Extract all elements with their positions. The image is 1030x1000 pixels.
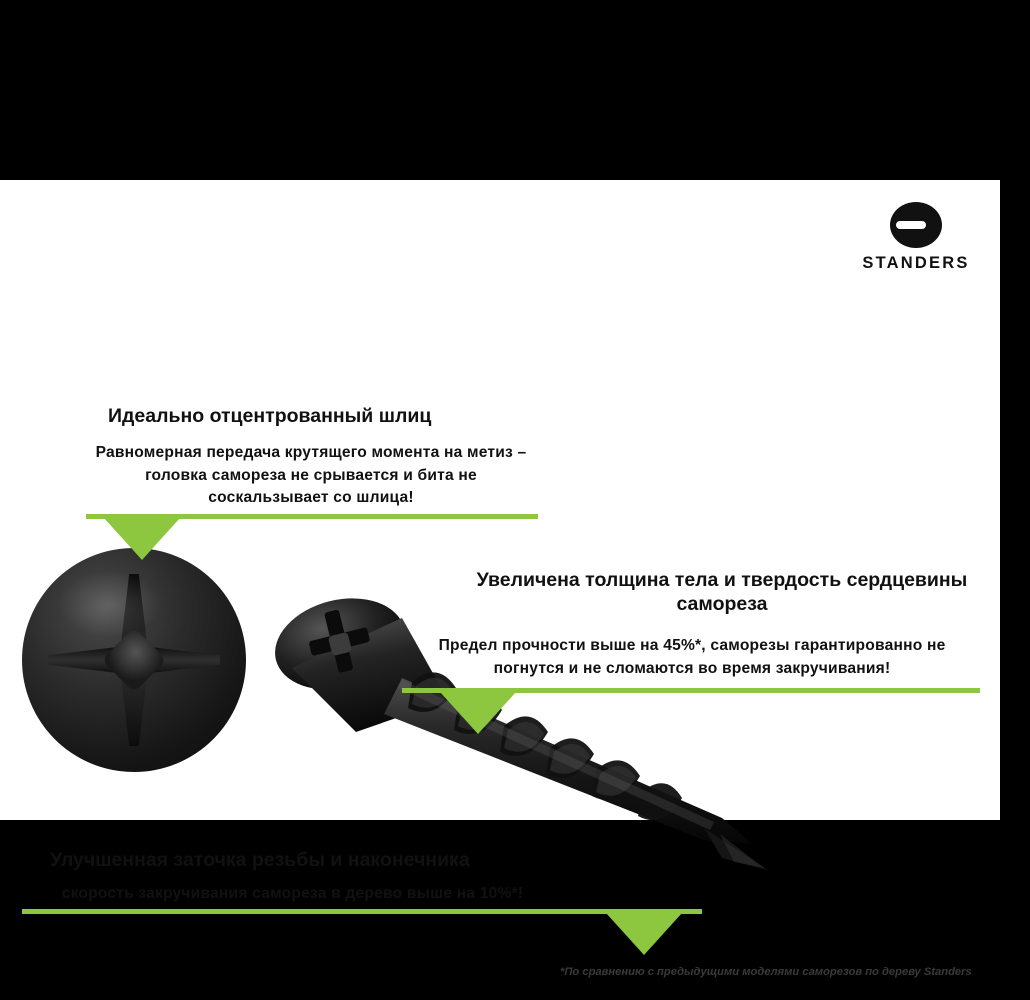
standers-blob-icon xyxy=(890,202,942,248)
accent-pointer-thread xyxy=(606,913,682,955)
letterbox-band-top xyxy=(0,0,1000,180)
screw-head-photo xyxy=(22,548,246,772)
brand-wordmark: STANDERS xyxy=(862,254,970,272)
logo-slot-shape xyxy=(896,221,926,229)
accent-pointer-slot xyxy=(104,518,180,560)
callout-title-slot: Идеально отцентрованный шлиц xyxy=(108,405,432,427)
accent-bar-thread xyxy=(22,909,702,914)
callout-title-thread: Улучшенная заточка резьбы и наконечника xyxy=(50,849,470,871)
screw-head-highlight xyxy=(58,570,161,637)
accent-pointer-thickness xyxy=(440,692,516,734)
content-panel xyxy=(0,180,1000,978)
callout-body-thread: скорость закручивания самореза в дерево выше на 10%*! xyxy=(61,885,524,902)
callout-body-slot: Равномерная передача крутящего момента на метиз – головка самореза не срывается и бита не соскальзывает со шлица! xyxy=(95,444,527,507)
callout-body-thickness: Предел прочности выше на 45%*, саморезы гарантированно не погнутся и не сломаются во время закручивания! xyxy=(438,637,946,677)
callout-title-thickness: Увеличена толщина тела и твердость сердцевины самореза xyxy=(476,569,968,616)
footnote-text: *По сравнению с предыдущими моделями саморезов по дереву Standers xyxy=(560,966,972,978)
brand-logo xyxy=(846,202,986,273)
